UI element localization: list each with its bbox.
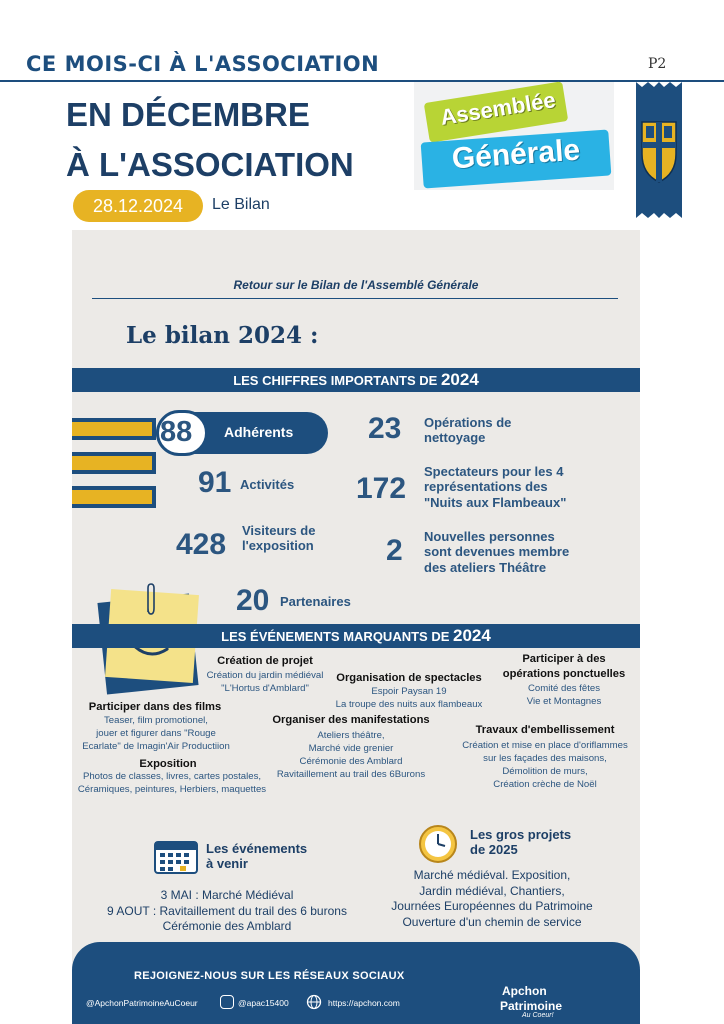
event-details: Création et mise en place d'oriflammes sur les façades des maisons, Démolition de murs, Création crèche de Noël [462, 740, 628, 790]
stat-value: 23 [368, 412, 402, 445]
event-heading: Participer à des opérations ponctuelles [502, 653, 626, 680]
website-link[interactable]: https://apchon.com [328, 998, 400, 1008]
date-badge: 28.12.2024 [73, 190, 203, 222]
stat-value: 91 [198, 466, 232, 499]
page-title-line1: EN DÉCEMBRE [66, 96, 310, 133]
stat-value: 2 [386, 534, 403, 567]
header-rule [0, 80, 724, 82]
events-year: 2024 [453, 626, 491, 645]
paperclip-icon [144, 582, 158, 618]
event-details: Comité des fêtes Vie et Montagnes [526, 683, 602, 707]
projects-title: Les gros projets de 2025 [470, 827, 572, 857]
intro-text: Retour sur le Bilan de l'Assemblé Générale [233, 278, 479, 292]
stat-label: Activités [240, 477, 295, 492]
ribbon-decor [72, 422, 152, 436]
stat-label: Visiteurs de l'exposition [242, 523, 316, 554]
upcoming-list: 3 MAI : Marché Médiéval 9 AOUT : Ravitaillement du trail des 6 burons Cérémonie des Amblard [107, 888, 347, 934]
chiffres-title: LES CHIFFRES IMPORTANTS DE [233, 373, 438, 388]
bilan-title: Le bilan 2024 : [126, 322, 319, 349]
event-heading: Travaux d'embellissement [475, 724, 615, 736]
assemblee-generale-badge [414, 82, 614, 190]
event-details: Création du jardin médiéval "L'Hortus d'Amblard" [206, 670, 324, 694]
page-title-line2: À L'ASSOCIATION [66, 146, 354, 183]
event-details: Teaser, film promotionel, jouer et figurer dans "Rouge Ecarlate" de Imagin'Air Productiion [82, 715, 230, 752]
event-details: Espoir Paysan 19 La troupe des nuits aux flambeaux [335, 686, 483, 710]
intro-rule [92, 298, 618, 299]
event-heading: Organisation de spectacles [336, 672, 482, 684]
stat-label: Partenaires [280, 594, 351, 609]
event-heading: Création de projet [217, 655, 313, 667]
instagram-link[interactable]: @apac15400 [238, 998, 289, 1008]
section-title: CE MOIS-CI À L'ASSOCIATION [26, 52, 380, 76]
page-number: P2 [648, 56, 667, 72]
logo-line3: Au Coeur! [522, 1012, 554, 1019]
badge-line2: Générale [450, 133, 582, 176]
event-details: Ateliers théâtre, Marché vide grenier Cérémonie des Amblard Ravitaillement au trail des 6Burons [276, 730, 426, 780]
logo-line2: Patrimoine [500, 999, 563, 1013]
stat-value: 428 [176, 528, 227, 561]
heraldic-banner [636, 82, 682, 218]
badge-line1: Assemblée [438, 87, 558, 130]
calendar-icon [154, 838, 198, 874]
projects-list: Marché médiéval. Exposition, Jardin médiéval, Chantiers, Journées Européennes du Patrimoine Ouverture d'un chemin de service [391, 868, 593, 929]
stat-label: Nouvelles personnes sont devenues membre des ateliers Théâtre [424, 529, 570, 575]
stat-label: Spectateurs pour les 4 représentations des "Nuits aux Flambeaux" [424, 464, 567, 510]
bilan-card [72, 230, 640, 1024]
shield-icon [636, 82, 682, 218]
ribbon-decor [72, 490, 152, 504]
ribbon-decor [72, 456, 152, 470]
stat-label: Adhérents [224, 424, 294, 440]
event-heading: Organiser des manifestations [272, 714, 430, 726]
logo-line1: Apchon [502, 984, 547, 998]
chiffres-bar [72, 368, 640, 392]
instagram-icon [220, 995, 234, 1009]
events-bar [72, 624, 640, 648]
stat-value: 20 [236, 584, 270, 617]
stat-value: 172 [356, 472, 407, 505]
clock-icon [418, 824, 458, 864]
facebook-link[interactable]: @ApchonPatrimoineAuCoeur [86, 998, 198, 1008]
stat-label: Opérations de nettoyage [424, 415, 512, 446]
events-title: LES ÉVÉNEMENTS MARQUANTS DE [221, 629, 450, 644]
event-details: Photos de classes, livres, cartes postales, Céramiques, peintures, Herbiers, maquettes [77, 771, 267, 795]
social-footer [72, 942, 640, 1024]
date-subtitle: Le Bilan [212, 196, 270, 213]
event-heading: Exposition [139, 758, 197, 770]
globe-icon [306, 994, 322, 1010]
join-text: REJOIGNEZ-NOUS SUR LES RÉSEAUX SOCIAUX [134, 970, 405, 982]
event-heading: Participer dans des films [88, 701, 222, 713]
upcoming-title: Les événements à venir [206, 841, 308, 871]
chiffres-year: 2024 [440, 370, 479, 389]
stat-value: 88 [160, 416, 193, 448]
